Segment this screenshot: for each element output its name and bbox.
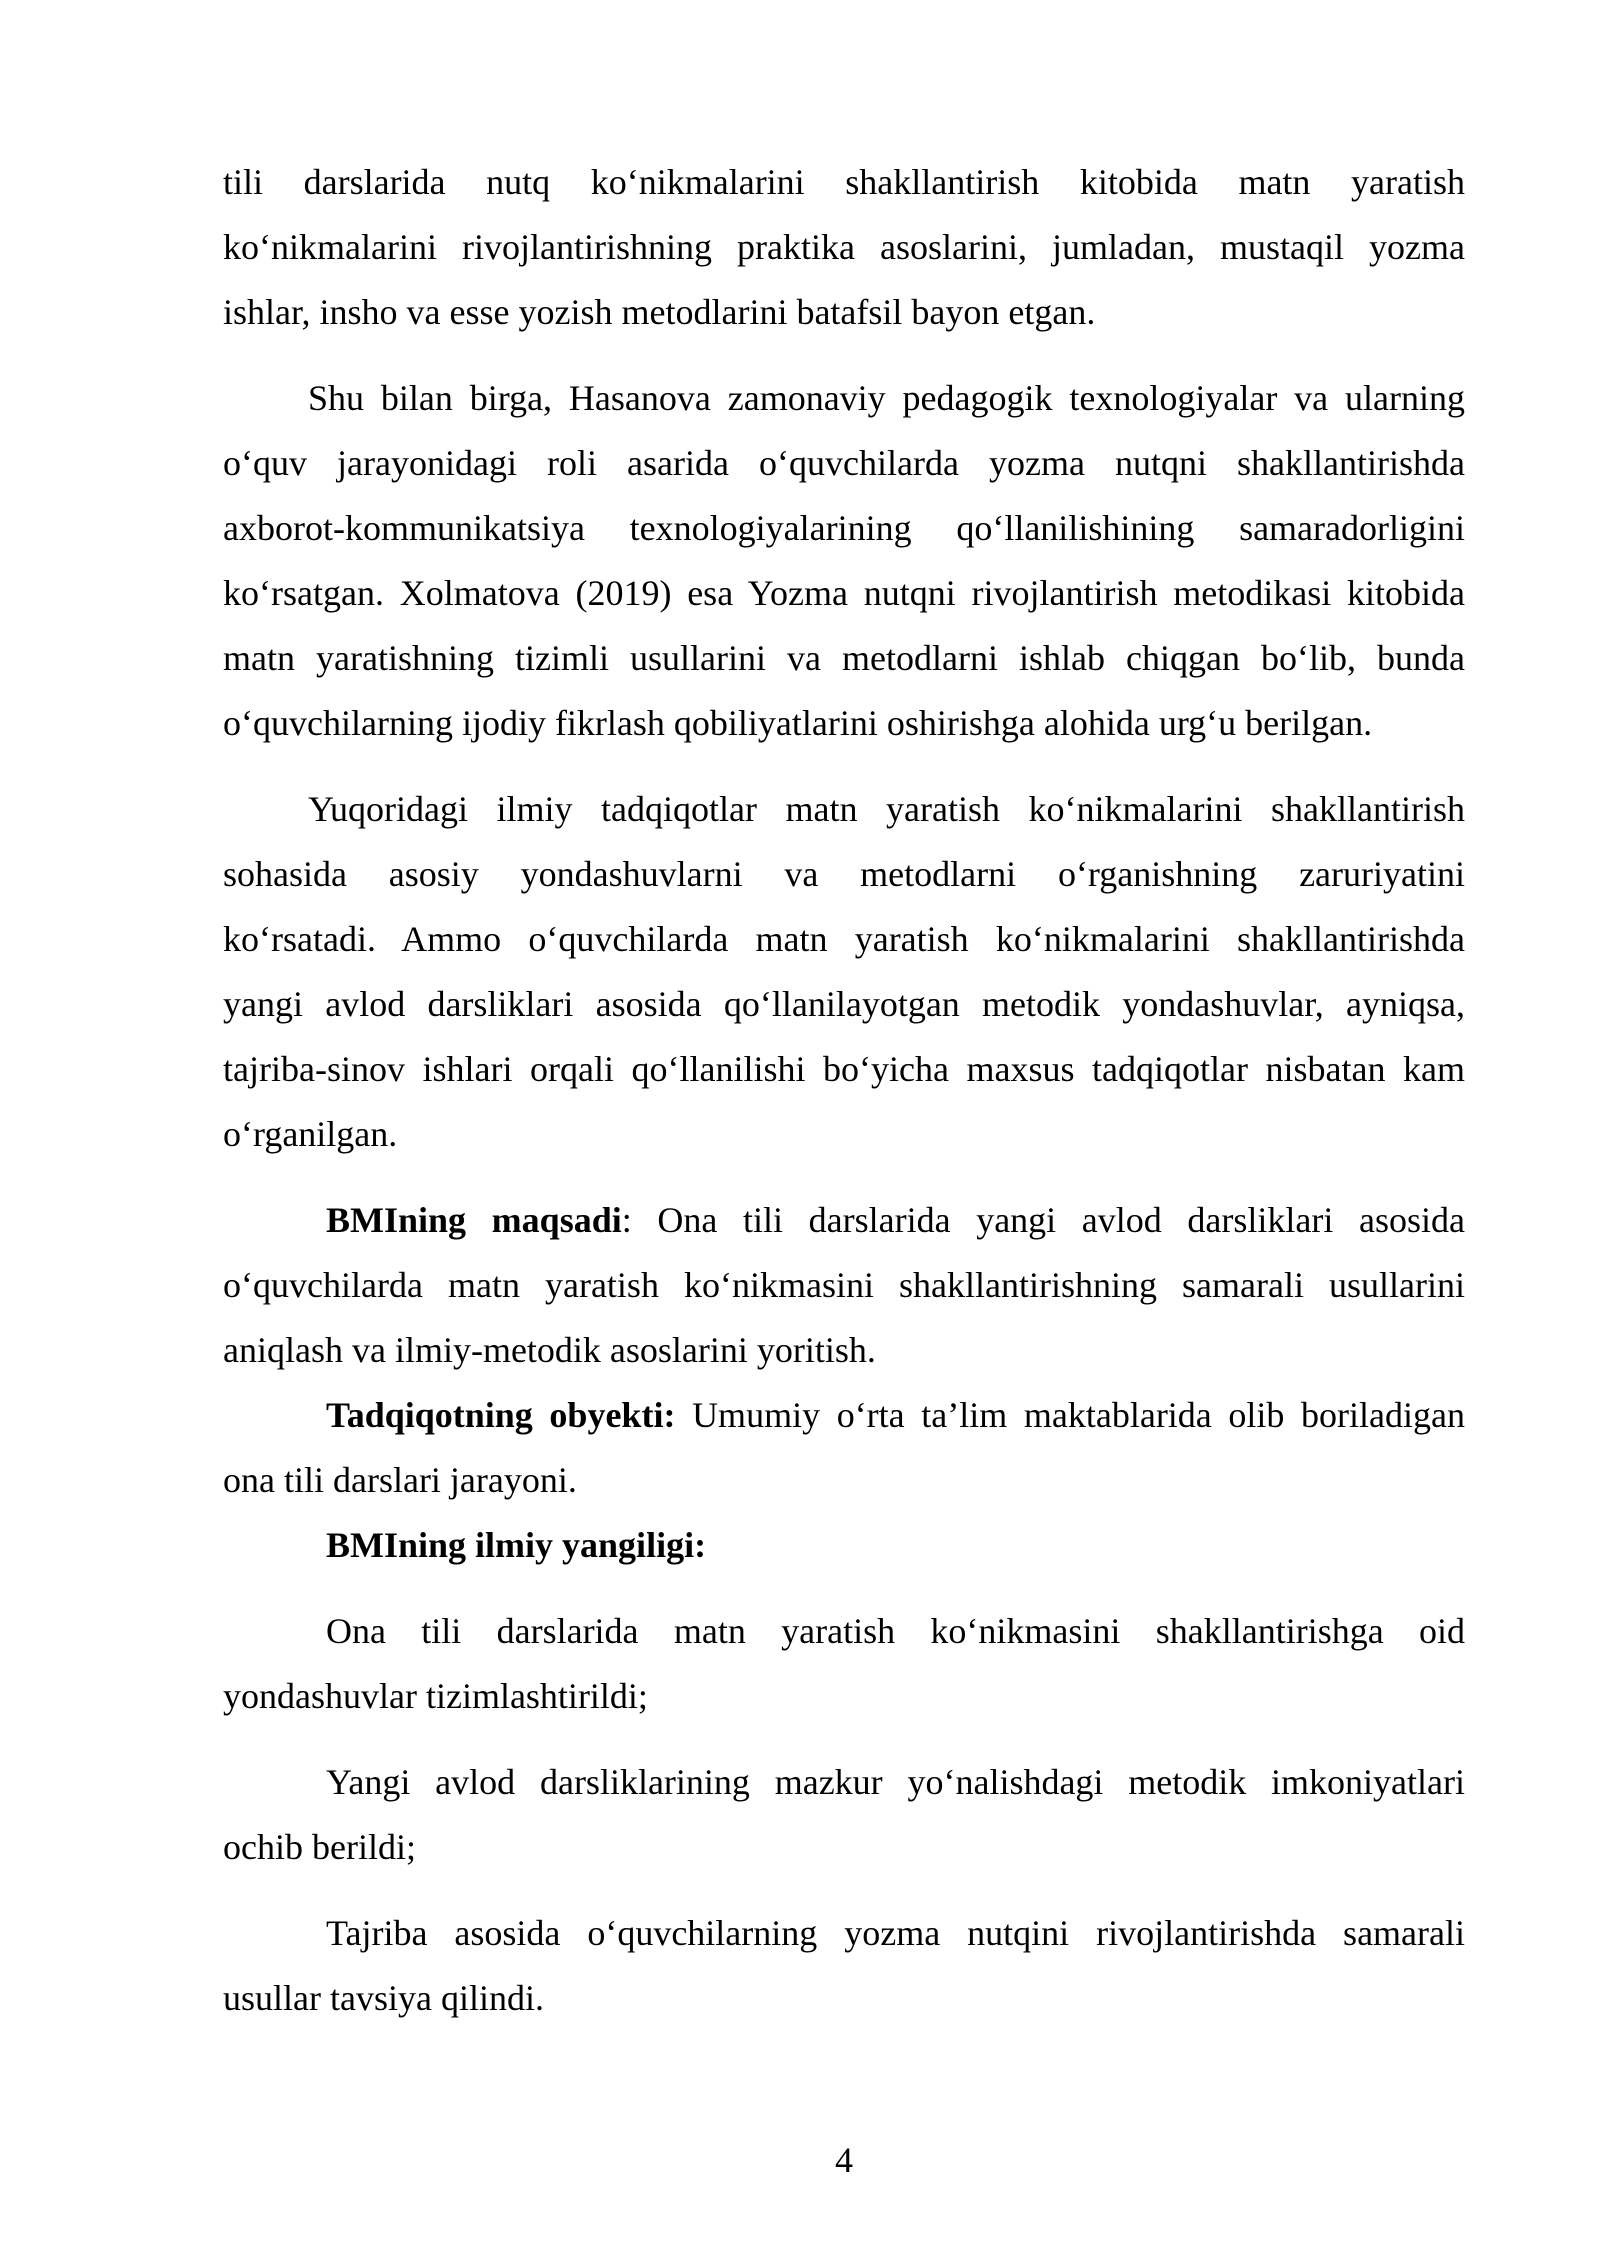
- paragraph-line: [223, 561, 1465, 626]
- paragraph-line: [223, 1901, 1465, 1966]
- text-run: Ona tili darslarida matn yaratish ko‘nikmasini shakllantirishga oid: [326, 1611, 1465, 1651]
- text-run: Shu bilan birga, Hasanova zamonaviy pedagogik texnologiyalar va ularning: [308, 378, 1465, 418]
- text-run: ko‘rsatgan. Xolmatova (2019) esa Yozma nutqni rivojlantirish metodikasi kitobida: [223, 573, 1465, 613]
- paragraph-line: [223, 1448, 1465, 1513]
- text-run: axborot-kommunikatsiya texnologiyalarining qo‘llanilishining samaradorligini: [223, 508, 1465, 548]
- paragraph-line: [223, 431, 1465, 496]
- text-run: aniqlash va ilmiy-metodik asoslarini yoritish.: [223, 1330, 876, 1370]
- paragraph-line: [223, 1383, 1465, 1448]
- paragraph: [223, 777, 1465, 1167]
- text-run: : Ona tili darslarida yangi avlod darsliklari asosida: [621, 1200, 1465, 1240]
- page-number: 4: [835, 2140, 853, 2180]
- paragraph-line: [223, 280, 1465, 345]
- text-run: yangi avlod darsliklari asosida qo‘llanilayotgan metodik yondashuvlar, ayniqsa,: [223, 984, 1465, 1024]
- text-run: Yangi avlod darsliklarining mazkur yo‘nalishdagi metodik imkoniyatlari: [326, 1762, 1465, 1802]
- text-run: tajriba-sinov ishlari orqali qo‘llanilishi bo‘yicha maxsus tadqiqotlar nisbatan kam: [223, 1049, 1465, 1089]
- text-run: yondashuvlar tizimlashtirildi;: [223, 1676, 648, 1716]
- page-footer: [223, 2128, 1465, 2193]
- text-run: Yuqoridagi ilmiy tadqiqotlar matn yaratish ko‘nikmalarini shakllantirish: [308, 789, 1465, 829]
- paragraph-line: [223, 215, 1465, 280]
- text-run: o‘quvchilarda matn yaratish ko‘nikmasini shakllantirishning samarali usullarini: [223, 1265, 1465, 1305]
- bold-text-run: BMIning maqsadi: [326, 1200, 622, 1240]
- bold-text-run: BMIning ilmiy yangiligi:: [326, 1525, 707, 1565]
- paragraph-line: [223, 691, 1465, 756]
- paragraph: [223, 1383, 1465, 1513]
- document-body: [223, 150, 1465, 2031]
- paragraph-line: [223, 1037, 1465, 1102]
- paragraph-line: [223, 1815, 1465, 1880]
- paragraph: [223, 366, 1465, 756]
- paragraph-line: [223, 1253, 1465, 1318]
- text-run: matn yaratishning tizimli usullarini va metodlarni ishlab chiqgan bo‘lib, bunda: [223, 638, 1465, 678]
- paragraph-line: [223, 842, 1465, 907]
- text-run: o‘quvchilarning ijodiy fikrlash qobiliyatlarini oshirishga alohida urg‘u berilgan.: [223, 703, 1373, 743]
- paragraph-line: [223, 1599, 1465, 1664]
- paragraph: [223, 1901, 1465, 2031]
- paragraph-line: [223, 496, 1465, 561]
- paragraph-line: [223, 1966, 1465, 2031]
- paragraph: [223, 1599, 1465, 1729]
- text-run: Tajriba asosida o‘quvchilarning yozma nutqini rivojlantirishda samarali: [326, 1913, 1465, 1953]
- paragraph: [223, 1188, 1465, 1383]
- text-run: ko‘rsatadi. Ammo o‘quvchilarda matn yaratish ko‘nikmalarini shakllantirishda: [223, 919, 1465, 959]
- text-run: ishlar, insho va esse yozish metodlarini batafsil bayon etgan.: [223, 292, 1096, 332]
- paragraph-line: [223, 1513, 1465, 1578]
- paragraph: [223, 1513, 1465, 1578]
- paragraph-line: [223, 1318, 1465, 1383]
- text-run: o‘rganilgan.: [223, 1114, 398, 1154]
- text-run: ochib berildi;: [223, 1827, 416, 1867]
- paragraph-line: [223, 1102, 1465, 1167]
- text-run: tili darslarida nutq ko‘nikmalarini shakllantirish kitobida matn yaratish: [223, 162, 1465, 202]
- paragraph-line: [223, 366, 1465, 431]
- text-run: Umumiy o‘rta ta’lim maktablarida olib boriladigan: [675, 1395, 1465, 1435]
- paragraph-line: [223, 626, 1465, 691]
- text-run: usullar tavsiya qilindi.: [223, 1978, 544, 2018]
- text-run: ko‘nikmalarini rivojlantirishning praktika asoslarini, jumladan, mustaqil yozma: [223, 227, 1465, 267]
- paragraph: [223, 1750, 1465, 1880]
- paragraph-line: [223, 1750, 1465, 1815]
- paragraph: [223, 150, 1465, 345]
- text-run: sohasida asosiy yondashuvlarni va metodlarni o‘rganishning zaruriyatini: [223, 854, 1465, 894]
- paragraph-line: [223, 907, 1465, 972]
- text-run: o‘quv jarayonidagi roli asarida o‘quvchilarda yozma nutqni shakllantirishda: [223, 443, 1465, 483]
- paragraph-line: [223, 972, 1465, 1037]
- paragraph-line: [223, 1188, 1465, 1253]
- paragraph-line: [223, 1664, 1465, 1729]
- paragraph-line: [223, 777, 1465, 842]
- text-run: ona tili darslari jarayoni.: [223, 1460, 577, 1500]
- bold-text-run: Tadqiqotning obyekti:: [326, 1395, 676, 1435]
- paragraph-line: [223, 150, 1465, 215]
